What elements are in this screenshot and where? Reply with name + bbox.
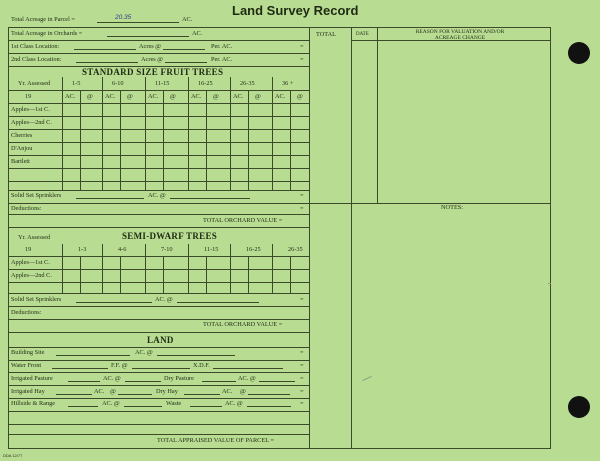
total-acreage-parcel-label: Total Acreage in Parcel = [11, 16, 75, 23]
standard-at-label: @ [213, 93, 219, 100]
first-class-label: 1st Class Location: [11, 43, 60, 50]
standard-ac-label: AC. [233, 93, 244, 100]
semi-age-group: 26-35 [288, 246, 303, 253]
water-front-label: Water Front [11, 362, 42, 369]
standard-sprinklers-ac: AC. @ [148, 192, 166, 199]
standard-age-group: 26-35 [240, 80, 255, 87]
total-acreage-parcel-unit: AC. [182, 16, 193, 23]
row-line [8, 227, 309, 228]
dry-pasture-field[interactable] [202, 381, 236, 382]
pencil-mark [548, 283, 551, 284]
first-class-eq: = [300, 43, 304, 50]
semi-sprinklers-ac: AC. @ [155, 296, 173, 303]
standard-row-label: D'Anjou [11, 145, 33, 152]
first-class-per: Per. AC. [211, 43, 233, 50]
hillside-ac: AC. @ [102, 400, 120, 407]
semi-sprinklers-eq: = [300, 296, 304, 303]
building-site-ac: AC. @ [135, 349, 153, 356]
standard-ac-label: AC. [148, 93, 159, 100]
hillside-price[interactable] [124, 406, 162, 407]
standard-sprinklers: Solid Set Sprinklers [11, 192, 62, 199]
row-line [8, 142, 309, 143]
semi-year: 19 [25, 246, 32, 253]
row-line [8, 53, 309, 54]
irrigated-hay-field[interactable] [56, 394, 92, 395]
row-line [8, 411, 309, 412]
standard-ac-label: AC. [105, 93, 116, 100]
semi-deductions: Deductions: [11, 309, 42, 316]
standard-year: 19 [25, 93, 32, 100]
row-line [8, 269, 309, 270]
total-label: TOTAL [316, 31, 337, 38]
row-line [8, 398, 309, 399]
standard-sprinklers-eq: = [300, 192, 304, 199]
water-front-field[interactable] [52, 368, 108, 369]
waste-price[interactable] [247, 406, 291, 407]
grid-column-line [62, 244, 63, 293]
row-line [8, 347, 309, 348]
row-line [8, 434, 309, 435]
grid-column-line [206, 256, 207, 293]
standard-at-label: @ [87, 93, 93, 100]
standard-age-group: 11-15 [155, 80, 170, 87]
total-acreage-orchards-unit: AC. [192, 30, 203, 37]
grid-column-line [248, 256, 249, 293]
semi-yr-assessed: Yr. Assessed [18, 234, 51, 241]
grid-column-line [102, 77, 103, 190]
land-heading: LAND [147, 335, 174, 345]
row-line [8, 214, 309, 215]
grid-column-line [145, 77, 146, 190]
grid-column-line [188, 244, 189, 293]
irrigated-hay-at: @ [110, 388, 116, 395]
total-appraised: TOTAL APPRAISED VALUE OF PARCEL = [157, 437, 274, 444]
semi-row-label: Apples—2nd C. [11, 272, 52, 279]
second-class-price[interactable] [165, 62, 207, 63]
standard-age-group: 36 + [282, 80, 294, 87]
standard-at-label: @ [255, 93, 261, 100]
row-line [8, 293, 309, 294]
notes-label: NOTES: [441, 204, 464, 211]
divider-date [377, 27, 378, 203]
irrigated-hay-ac: AC. [94, 388, 105, 395]
dry-pasture-ac: AC. @ [238, 375, 256, 382]
standard-age-group: 6-10 [112, 80, 124, 87]
frame-bottom [8, 448, 551, 449]
grid-column-line [272, 244, 273, 293]
grid-column-line [80, 90, 81, 190]
semi-age-group: 4-6 [118, 246, 127, 253]
standard-row-label: Cherries [11, 132, 33, 139]
row-line [8, 424, 309, 425]
row-line [8, 181, 309, 182]
frame-top [8, 27, 551, 28]
dry-hay-ac: AC. [222, 388, 233, 395]
irrigated-pasture-eq: = [300, 375, 304, 382]
water-front-ff: F.F. @ [111, 362, 128, 369]
standard-row-label: Bartlett [11, 158, 30, 165]
irrigated-hay-label: Irrigated Hay [11, 388, 45, 395]
total-acreage-parcel-value: 20.35 [115, 14, 132, 21]
row-line [8, 332, 309, 333]
standard-at-label: @ [297, 93, 303, 100]
standard-row-label: Apples—1st C. [11, 106, 50, 113]
semi-row-label: Apples—1st C. [11, 259, 50, 266]
irrigated-pasture-price[interactable] [125, 381, 161, 382]
standard-ac-label: AC. [191, 93, 202, 100]
semi-sprinklers-price[interactable] [177, 302, 259, 303]
grid-column-line [120, 256, 121, 293]
total-acreage-orchards-field[interactable] [107, 36, 189, 37]
pencil-mark [362, 376, 371, 381]
semi-age-group: 1-3 [78, 246, 87, 253]
building-site-field[interactable] [56, 355, 130, 356]
date-label: DATE [356, 32, 369, 37]
total-acreage-parcel-field[interactable] [97, 22, 179, 23]
standard-at-label: @ [170, 93, 176, 100]
row-line [8, 256, 309, 257]
semi-sprinklers-field[interactable] [76, 302, 152, 303]
binder-hole-top [568, 42, 590, 64]
water-front-xdf-field[interactable] [213, 368, 283, 369]
standard-age-group: 1-5 [72, 80, 81, 87]
water-front-eq: = [300, 362, 304, 369]
semi-age-group: 16-25 [246, 246, 261, 253]
reason-label: REASON FOR VALUATION AND/OR ACREAGE CHANGE [415, 29, 505, 42]
irrigated-pasture-label: Irrigated Pasture [11, 375, 53, 382]
row-line [8, 129, 309, 130]
dry-hay-price[interactable] [248, 394, 290, 395]
water-front-price[interactable] [132, 368, 190, 369]
row-line [8, 155, 309, 156]
row-line [8, 360, 309, 361]
irrigated-hay-price[interactable] [118, 394, 152, 395]
first-class-acres: Acres @ [139, 43, 162, 50]
standard-ac-label: AC. [275, 93, 286, 100]
standard-ac-label: AC. [65, 93, 76, 100]
standard-total-orchard: TOTAL ORCHARD VALUE = [203, 217, 283, 224]
grid-column-line [290, 90, 291, 190]
binder-hole-bottom [568, 396, 590, 418]
standard-heading: STANDARD SIZE FRUIT TREES [82, 67, 224, 77]
building-site-eq: = [300, 349, 304, 356]
second-class-label: 2nd Class Location: [11, 56, 62, 63]
dry-pasture-price[interactable] [259, 381, 295, 382]
hillside-eq: = [300, 400, 304, 407]
dry-pasture-label: Dry Pasture [164, 375, 194, 382]
total-acreage-orchards-label: Total Acreage in Orchards = [11, 30, 83, 37]
row-line [8, 203, 551, 204]
grid-column-line [206, 90, 207, 190]
irrigated-pasture-ac: AC. @ [103, 375, 121, 382]
grid-column-line [290, 256, 291, 293]
standard-sprinklers-price[interactable] [170, 198, 250, 199]
second-class-per: Per. AC. [211, 56, 233, 63]
dry-hay-at: @ [240, 388, 246, 395]
grid-column-line [120, 90, 121, 190]
grid-column-line [248, 90, 249, 190]
row-line [8, 90, 309, 91]
semi-sprinklers: Solid Set Sprinklers [11, 296, 62, 303]
standard-yr-assessed: Yr. Assessed [18, 80, 51, 87]
standard-at-label: @ [127, 93, 133, 100]
standard-row-label: Apples—2nd C. [11, 119, 52, 126]
standard-deductions-eq: = [300, 205, 304, 212]
form-number: DDA 12/77 [3, 453, 23, 458]
dry-hay-label: Dry Hay [156, 388, 178, 395]
building-site-label: Building Site [11, 349, 45, 356]
grid-column-line [62, 77, 63, 190]
grid-column-line [188, 77, 189, 190]
water-front-xdf: X.D.F. [193, 362, 210, 369]
grid-column-line [163, 90, 164, 190]
grid-column-line [102, 244, 103, 293]
page-title: Land Survey Record [232, 3, 359, 18]
row-line [8, 319, 309, 320]
grid-column-line [230, 77, 231, 190]
irrigated-hay-eq: = [300, 388, 304, 395]
grid-column-line [272, 77, 273, 190]
row-line [8, 372, 309, 373]
hillside-field[interactable] [68, 406, 98, 407]
divider-total [309, 27, 310, 448]
waste-field[interactable] [190, 406, 222, 407]
frame-right [550, 27, 551, 448]
irrigated-pasture-field[interactable] [68, 381, 100, 382]
row-line [8, 306, 309, 307]
standard-age-group: 16-25 [198, 80, 213, 87]
row-line [8, 103, 309, 104]
semi-total-orchard: TOTAL ORCHARD VALUE = [203, 321, 283, 328]
row-line [8, 190, 309, 191]
standard-sprinklers-field[interactable] [76, 198, 144, 199]
grid-column-line [163, 256, 164, 293]
semi-age-group: 11-15 [204, 246, 219, 253]
row-line [8, 282, 309, 283]
semi-heading: SEMI-DWARF TREES [122, 231, 218, 241]
row-line [8, 116, 309, 117]
first-class-price[interactable] [163, 49, 205, 50]
row-line [8, 168, 309, 169]
divider-notes [351, 27, 352, 448]
grid-column-line [80, 256, 81, 293]
waste-ac: AC. @ [225, 400, 243, 407]
first-class-field[interactable] [74, 49, 136, 50]
reason-underline [351, 40, 551, 41]
hillside-label: Hillside & Range [11, 400, 56, 407]
semi-age-group: 7-10 [161, 246, 173, 253]
dry-hay-field[interactable] [184, 394, 220, 395]
grid-column-line [230, 244, 231, 293]
row-line [8, 385, 309, 386]
building-site-price[interactable] [157, 355, 235, 356]
second-class-acres: Acres @ [141, 56, 164, 63]
second-class-field[interactable] [76, 62, 138, 63]
waste-label: Waste [166, 400, 182, 407]
standard-deductions: Deductions: [11, 205, 42, 212]
grid-column-line [145, 244, 146, 293]
row-line [8, 40, 309, 41]
second-class-eq: = [300, 56, 304, 63]
